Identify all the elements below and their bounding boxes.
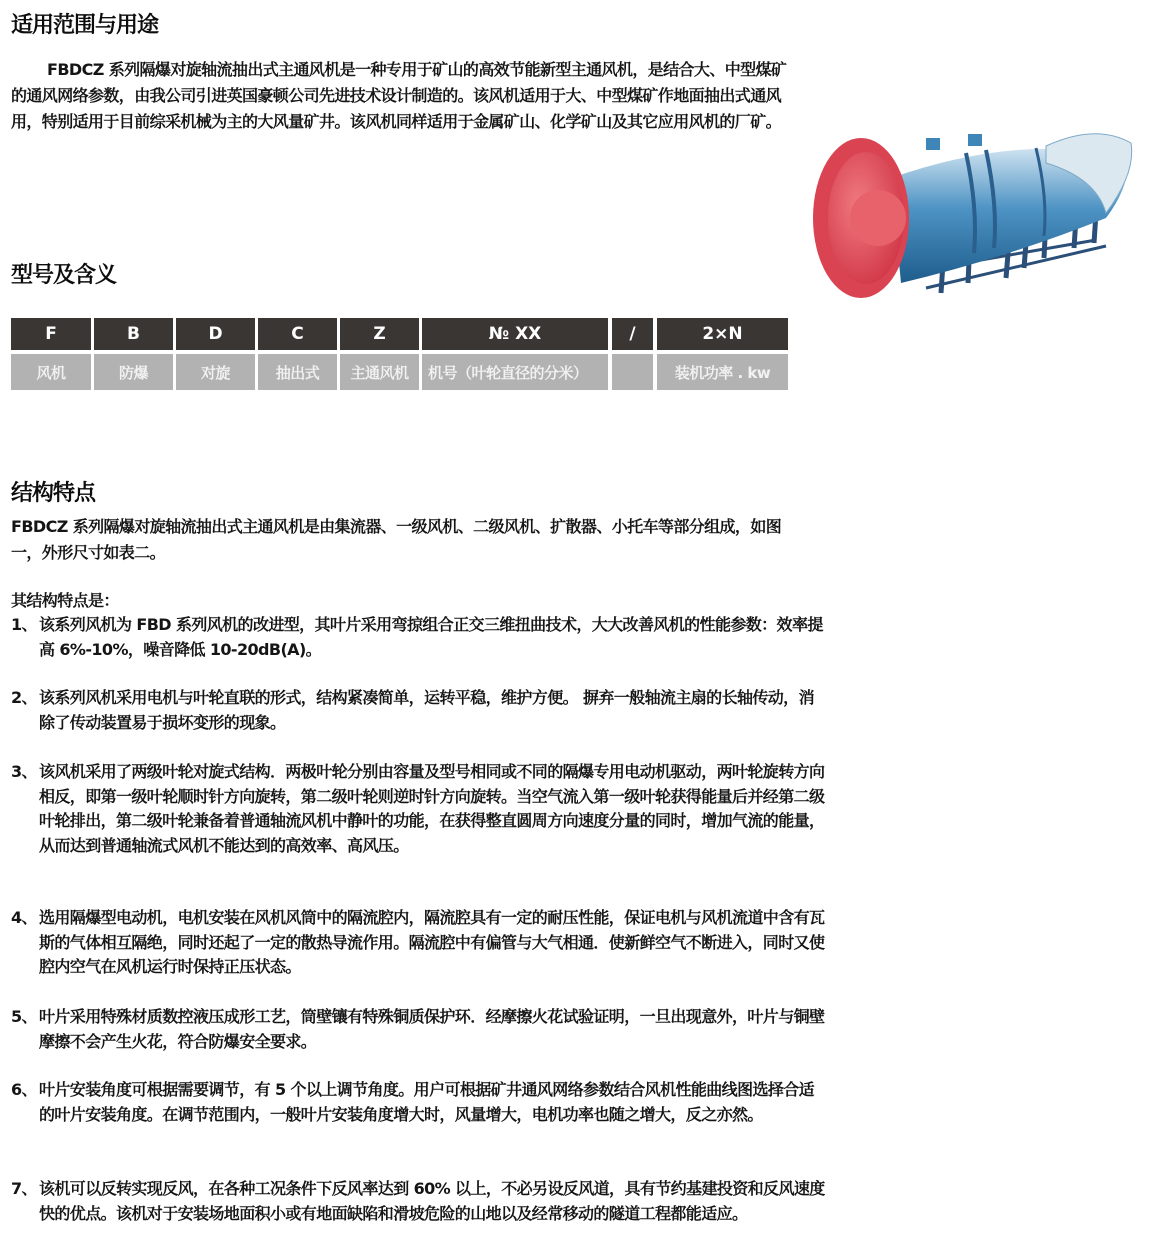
meaning-cell: 主通风机	[340, 354, 419, 390]
feature-number: 7、	[11, 1179, 37, 1198]
feature-item	[11, 613, 829, 662]
feature-text: 该系列风机采用电机与叶轮直联的形式，结构紧凑简单，运转平稳，维护方便。 摒弃一般轴流主扇的长轴传动，消除了传动装置易于损坏变形的现象。	[39, 688, 814, 732]
fan-hub	[850, 190, 906, 246]
feature-text: 叶片安装角度可根据需要调节，有 5 个以上调节角度。用户可根据矿井通风网络参数结合风机性能曲线图选择合适的叶片安装角度。在调节范围内，一般叶片安装角度增大时，风量增大，电机功率也随之增大，反之亦然。	[39, 1080, 815, 1124]
code-cell: F	[11, 318, 91, 350]
meaning-cell: 风机	[11, 354, 91, 390]
code-cell: D	[176, 318, 255, 350]
feature-item	[11, 1078, 829, 1127]
section-title-scope: 适用范围与用途	[11, 13, 159, 38]
code-cell: 2×N	[657, 318, 788, 350]
feature-number: 2、	[11, 688, 37, 707]
meaning-cell: 对旋	[176, 354, 255, 390]
code-cell: /	[612, 318, 653, 350]
feature-text: 该机可以反转实现反风，在各种工况条件下反风率达到 60% 以上，不必另设反风道，具有节约基建投资和反风速度快的优点。该机对于安装场地面积小或有地面缺陷和滑坡危险的山地以及经常移动的隧道工程都能适应。	[39, 1179, 825, 1223]
code-cell: B	[94, 318, 173, 350]
feature-text: 该风机采用了两级叶轮对旋式结构．两极叶轮分别由容量及型号相同或不同的隔爆专用电动机驱动，两叶轮旋转方向相反，即第一级叶轮顺时针方向旋转，第二级叶轮则逆时针方向旋转。当空气流入第一级叶轮获得能量后并经第二级叶轮排出，第二级叶轮兼备着普通轴流风机中静叶的功能，在获得整直圆周方向速度分量的同时，增加气流的能量，从而达到普通轴流式风机不能达到的高效率、高风压。	[39, 762, 825, 855]
feature-text: 选用隔爆型电动机，电机安装在风机风筒中的隔流腔内，隔流腔具有一定的耐压性能，保证电机与风机流道中含有瓦斯的气体相互隔绝，同时还起了一定的散热导流作用。隔流腔中有偏管与大气相通．使新鲜空气不断进入，同时又使腔内空气在风机运行时保持正压状态。	[39, 908, 825, 977]
feature-item	[11, 686, 829, 735]
feature-item	[11, 1005, 829, 1054]
meaning-cell: 防爆	[94, 354, 173, 390]
structure-intro: FBDCZ 系列隔爆对旋轴流抽出式主通风机是由集流器、一级风机、二级风机、扩散器、小托车等部分组成，如图一，外形尺寸如表二。	[11, 517, 782, 562]
feature-number: 5、	[11, 1007, 37, 1026]
feature-item	[11, 906, 829, 980]
fan-product-image	[806, 118, 1136, 303]
code-cell: № XX	[422, 318, 608, 350]
section-title-structure: 结构特点	[11, 481, 96, 506]
feature-number: 1、	[11, 615, 37, 634]
section-title-model: 型号及含义	[11, 263, 117, 288]
code-cell: Z	[340, 318, 419, 350]
meaning-cell	[612, 354, 653, 390]
feature-text: 该系列风机为 FBD 系列风机的改进型，其叶片采用弯掠组合正交三维扭曲技术，大大改善风机的性能参数：效率提高 6%-10%，噪音降低 10-20dB(A)。	[39, 615, 823, 659]
meaning-cell: 抽出式	[258, 354, 337, 390]
meaning-cell: 机号（叶轮直径的分米）	[422, 354, 608, 390]
model-code-table	[11, 318, 788, 390]
features-label: 其结构特点是：	[11, 591, 119, 610]
feature-number: 6、	[11, 1080, 37, 1099]
code-cell: C	[258, 318, 337, 350]
feature-text: 叶片采用特殊材质数控液压成形工艺，筒壁镶有特殊铜质保护环．经摩擦火花试验证明，一旦出现意外，叶片与铜壁摩擦不会产生火花，符合防爆安全要求。	[39, 1007, 825, 1051]
axial-fan-illustration	[806, 118, 1136, 303]
feature-item	[11, 760, 829, 858]
meaning-cell: 装机功率 . kw	[657, 354, 788, 390]
scope-paragraph: FBDCZ 系列隔爆对旋轴流抽出式主通风机是一种专用于矿山的高效节能新型主通风机，是结合大、中型煤矿的通风网络参数，由我公司引进英国豪顿公司先进技术设计制造的。该风机适用于大、中型煤矿作地面抽出式通风用，特别适用于目前综采机械为主的大风量矿井。该风机同样适用于金属矿山、化学矿山及其它应用风机的厂矿。	[11, 60, 787, 131]
feature-number: 3、	[11, 762, 37, 781]
feature-item	[11, 1177, 829, 1226]
feature-number: 4、	[11, 908, 37, 927]
